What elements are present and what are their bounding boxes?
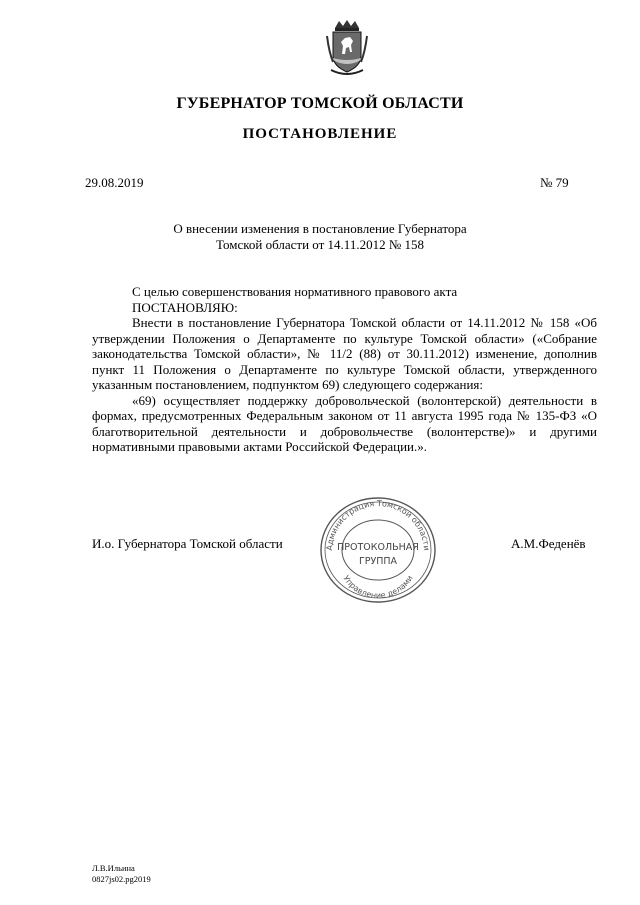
subject-line-2: Томской области от 14.11.2012 № 158	[216, 237, 424, 252]
stamp-ring-bottom: Управление делами	[341, 573, 415, 601]
executor-name: Л.В.Ильина	[92, 863, 135, 873]
purpose-line: С целью совершенствования нормативного правового акта	[132, 284, 458, 299]
document-body	[92, 284, 597, 455]
stamp-center-line-1: ПРОТОКОЛЬНАЯ	[337, 542, 419, 553]
issuing-authority: ГУБЕРНАТОР ТОМСКОЙ ОБЛАСТИ	[176, 95, 464, 112]
signatory-name: А.М.Феденёв	[511, 536, 586, 551]
stamp-center-line-2: ГРУППА	[358, 556, 398, 567]
body-paragraph-2: «69) осуществляет поддержку добровольческой (волонтерской) деятельности в формах, предусмотренных Федеральным законом от 11 августа 1995 года № 135-ФЗ «О благотворительной деятельности и добровольчестве (волонтерстве)» и другими нормативными правовыми актами Российской Федерации.».	[92, 392, 597, 454]
stamp-ring-top: Администрация Томской области	[324, 498, 432, 551]
footer-note	[92, 863, 151, 885]
subject-line-1: О внесении изменения в постановление Губернатора	[173, 221, 467, 236]
body-paragraph-1: Внести в постановление Губернатора Томской области от 14.11.2012 № 158 «Об утверждении Положения о Департаменте по культуре Томской области» («Собрание законодательства Томской области», № 11/2 (88) от 30.11.2012) изменение, дополнив пункт 11 Положения о Департаменте по культуре Томской области, утвержденного указанным постановлением, подпунктом 69) следующего содержания:	[92, 315, 597, 392]
signatory-position: И.о. Губернатора Томской области	[92, 536, 283, 551]
file-code: 0827js02.pg2019	[92, 874, 151, 884]
document-subject	[0, 221, 640, 253]
coat-of-arms-icon	[325, 18, 369, 78]
document-type: ПОСТАНОВЛЕНИЕ	[242, 126, 398, 142]
official-stamp	[316, 494, 440, 606]
document-number: № 79	[540, 175, 569, 190]
document-date: 29.08.2019	[85, 175, 144, 190]
decree-word: ПОСТАНОВЛЯЮ:	[132, 299, 238, 315]
